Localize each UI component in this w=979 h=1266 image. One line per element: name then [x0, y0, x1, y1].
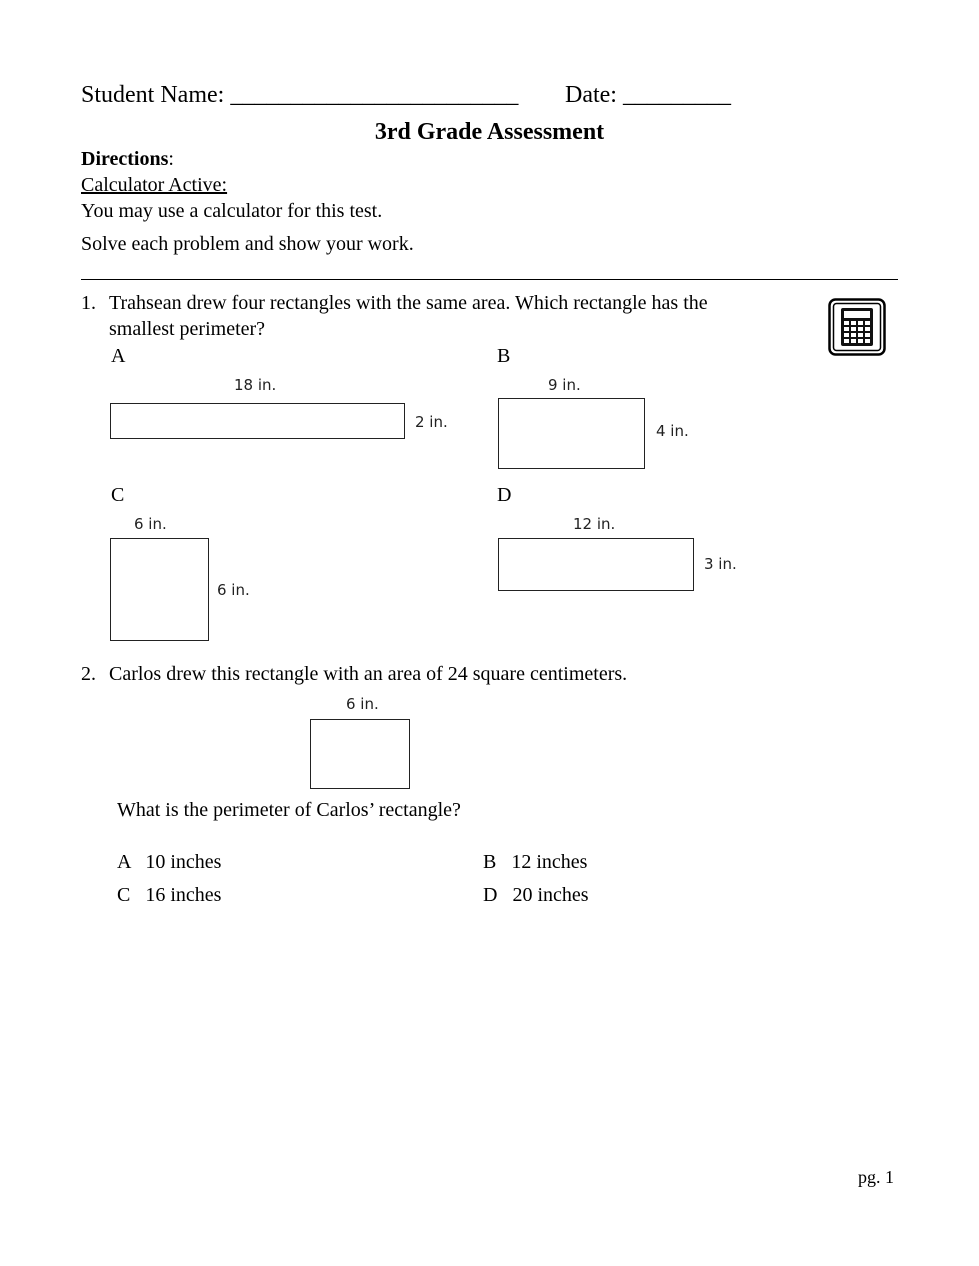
student-name-line: [81, 82, 518, 109]
q2-rectangle: [310, 719, 410, 789]
q2-choice-d-letter: D: [483, 884, 498, 906]
student-name-label: Student Name:: [81, 82, 225, 108]
page-title: 3rd Grade Assessment: [374, 119, 605, 145]
q2-choice-c-text: 16 inches: [145, 884, 222, 906]
q1-option-c-width: 6 in.: [134, 515, 167, 533]
calculator-active-label: Calculator Active:: [81, 174, 228, 196]
q1-option-a-width: 18 in.: [234, 376, 277, 394]
directions-line-1: You may use a calculator for this test.: [81, 200, 383, 222]
directions-heading: [81, 148, 174, 171]
q2-text: Carlos drew this rectangle with an area of 24 square centimeters.: [109, 663, 628, 685]
divider: [81, 279, 898, 280]
q2-choice-b-letter: B: [483, 851, 497, 873]
q1-option-b-letter[interactable]: B: [497, 345, 511, 367]
q1-option-b-rectangle: [498, 398, 645, 469]
student-name-blank[interactable]: ________________________: [230, 82, 519, 108]
q1-option-d-height: 3 in.: [704, 555, 737, 573]
q1-option-a-rectangle: [110, 403, 405, 439]
q1-option-c-letter[interactable]: C: [111, 484, 125, 506]
q2-number: 2.: [81, 663, 96, 685]
q2-choice-b[interactable]: [483, 851, 587, 874]
date-line: [565, 82, 731, 109]
q2-choice-d-text: 20 inches: [512, 884, 589, 906]
calculator-icon: [828, 298, 886, 361]
q2-choice-b-text: 12 inches: [511, 851, 588, 873]
q2-rectangle-width: 6 in.: [346, 695, 379, 713]
q1-option-d-rectangle: [498, 538, 694, 591]
q2-prompt: What is the perimeter of Carlos’ rectangle?: [117, 799, 461, 821]
q1-text-line-2: smallest perimeter?: [109, 318, 266, 340]
date-label: Date:: [565, 82, 617, 108]
q1-option-d-width: 12 in.: [573, 515, 616, 533]
q2-choice-a[interactable]: [117, 851, 221, 874]
directions-line-2: Solve each problem and show your work.: [81, 233, 414, 255]
q2-choice-c[interactable]: [117, 884, 221, 907]
q2-choice-d[interactable]: [483, 884, 589, 907]
q1-option-a-height: 2 in.: [415, 413, 448, 431]
directions-colon: :: [168, 148, 174, 170]
q1-option-b-width: 9 in.: [548, 376, 581, 394]
q1-option-c-rectangle: [110, 538, 209, 641]
q1-option-b-height: 4 in.: [656, 422, 689, 440]
q1-number: 1.: [81, 292, 96, 314]
q1-option-c-height: 6 in.: [217, 581, 250, 599]
page-number: pg. 1: [858, 1167, 894, 1187]
directions-label: Directions: [81, 148, 169, 170]
q1-option-d-letter[interactable]: D: [497, 484, 512, 506]
q1-option-a-letter[interactable]: A: [111, 345, 126, 367]
q2-choice-c-letter: C: [117, 884, 131, 906]
date-blank[interactable]: _________: [622, 82, 731, 108]
q2-choice-a-letter: A: [117, 851, 131, 873]
q1-text-line-1: Trahsean drew four rectangles with the same area. Which rectangle has the: [109, 292, 708, 314]
q2-choice-a-text: 10 inches: [145, 851, 222, 873]
